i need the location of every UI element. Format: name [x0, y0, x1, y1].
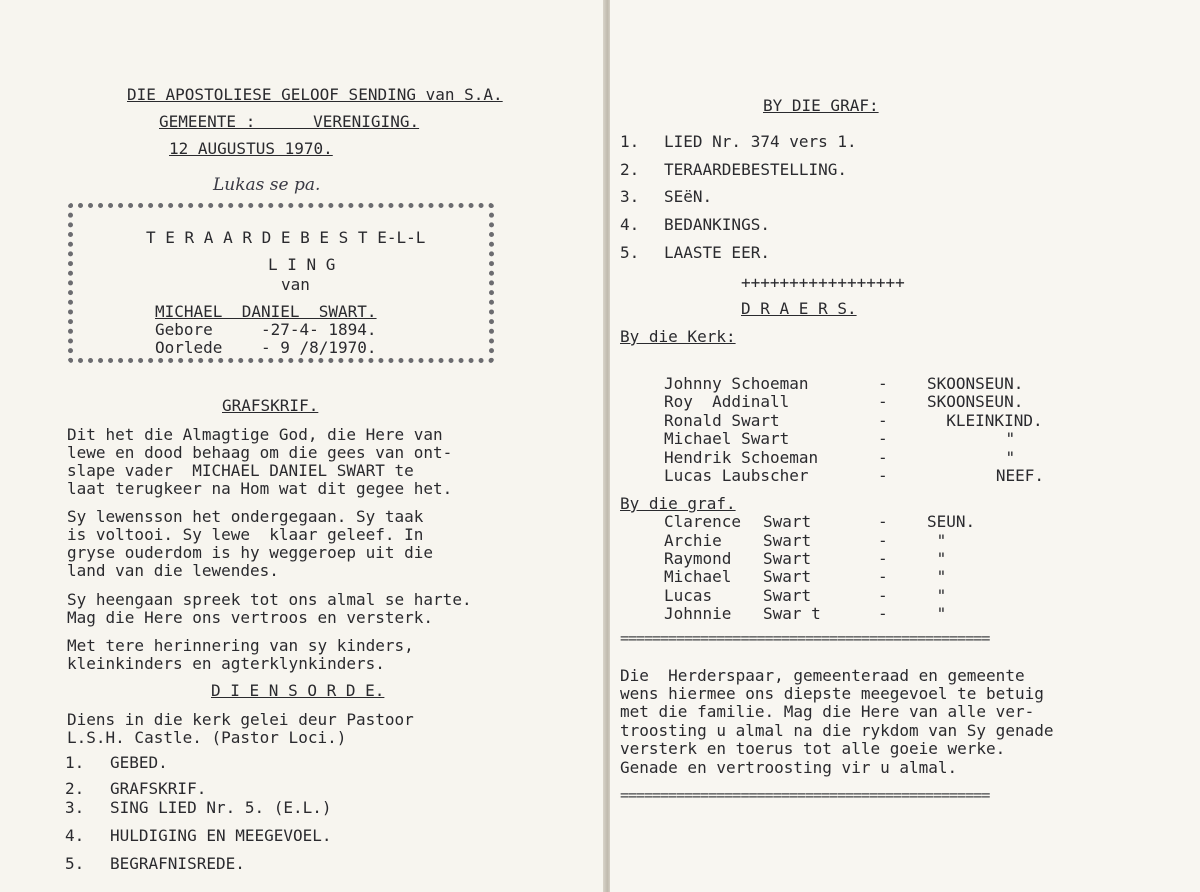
bearer-name: Ronald Swart [664, 411, 780, 430]
bearer-name: Michael Swart [664, 429, 790, 448]
bearer-relation: SKOONSEUN. [927, 392, 1024, 411]
grafskrif-p4-line1: Met tere herinnering van sy kinders, [67, 636, 414, 655]
bearer-relation: KLEINKIND. [927, 411, 1043, 430]
grafskrif-p1-line1: Dit het die Almagtige God, die Here van [67, 425, 443, 444]
grafskrif-heading: GRAFSKRIF. [222, 396, 319, 415]
diensorde-item-number: 5. [65, 854, 85, 873]
bearer-last-name: Swart [763, 549, 812, 568]
graf-heading: BY DIE GRAF: [763, 96, 879, 115]
bearer-last-name: Swart [763, 567, 812, 586]
death-date: Oorlede - 9 /8/1970. [155, 338, 377, 357]
congregation-line: GEMEENTE : VERENIGING. [159, 112, 420, 131]
bearer-last-name: Swar t [763, 604, 821, 623]
diensorde-item-text: SING LIED Nr. 5. (E.L.) [110, 798, 332, 817]
grafskrif-p3-line2: Mag die Here ons vertroos en versterk. [67, 608, 434, 627]
diensorde-item-number: 2. [65, 779, 85, 798]
bearer-dash: - [878, 429, 888, 448]
graf-bearers-heading: By die graf. [620, 494, 736, 513]
grafskrif-p1-line2: lewe en dood behaag om die gees van ont- [67, 443, 453, 462]
diensorde-item-text: GRAFSKRIF. [110, 779, 207, 798]
diensorde-item-number: 3. [65, 798, 85, 817]
equals-separator: ============================================== [620, 786, 990, 804]
bearer-relation: " [927, 567, 947, 586]
bearer-dash: - [878, 512, 888, 531]
bearer-first-name: Johnnie [664, 604, 732, 623]
graf-item-text: BEDANKINGS. [664, 215, 770, 234]
graf-item-number: 3. [620, 187, 640, 206]
grafskrif-p1-line3: slape vader MICHAEL DANIEL SWART te [67, 461, 414, 480]
equals-separator: ============================================== [620, 629, 990, 647]
bearer-dash: - [878, 448, 888, 467]
box-title-line2: L I N G [268, 255, 336, 274]
draers-heading: D R A E R S. [741, 299, 857, 318]
diensorde-item-text: GEBED. [110, 753, 168, 772]
closing-line-4: troosting u almal na die rykdom van Sy genade [620, 721, 1054, 740]
church-name: DIE APOSTOLIESE GELOOF SENDING van S.A. [127, 85, 503, 104]
bearer-relation: " [927, 604, 947, 623]
bearer-relation: " [927, 586, 947, 605]
graf-item-text: SEëN. [664, 187, 713, 206]
diensorde-intro-line1: Diens in die kerk gelei deur Pastoor [67, 710, 414, 729]
graf-item-text: TERAARDEBESTELLING. [664, 160, 848, 179]
bearer-first-name: Michael [664, 567, 732, 586]
bearer-last-name: Swart [763, 586, 812, 605]
graf-item-number: 5. [620, 243, 640, 262]
graf-item-text: LIED Nr. 374 vers 1. [664, 132, 857, 151]
box-van: van [281, 275, 310, 294]
kerk-bearers-heading: By die Kerk: [620, 327, 736, 346]
bearer-dash: - [878, 392, 888, 411]
bearer-dash: - [878, 586, 888, 605]
bearer-name: Roy Addinall [664, 392, 790, 411]
bearer-first-name: Lucas [664, 586, 713, 605]
handwritten-note: Lukas se pa. [213, 175, 321, 195]
graf-item-number: 2. [620, 160, 640, 179]
diensorde-heading: D I E N S O R D E. [211, 681, 385, 700]
bearer-dash: - [878, 531, 888, 550]
graf-item-number: 4. [620, 215, 640, 234]
bearer-relation: " [927, 549, 947, 568]
graf-item-text: LAASTE EER. [664, 243, 770, 262]
plus-separator: +++++++++++++++++ [741, 273, 905, 292]
grafskrif-p2-line4: land van die lewendes. [67, 561, 279, 580]
diensorde-intro-line2: L.S.H. Castle. (Pastor Loci.) [67, 728, 347, 747]
date-line: 12 AUGUSTUS 1970. [169, 139, 333, 158]
grafskrif-p2-line3: gryse ouderdom is hy weggeroep uit die [67, 543, 434, 562]
graf-item-number: 1. [620, 132, 640, 151]
bearer-dash: - [878, 567, 888, 586]
bearer-dash: - [878, 604, 888, 623]
birth-date: Gebore -27-4- 1894. [155, 320, 377, 339]
bearer-dash: - [878, 549, 888, 568]
bearer-relation: " [927, 531, 947, 550]
right-page [610, 0, 1200, 892]
diensorde-item-text: BEGRAFNISREDE. [110, 854, 245, 873]
bearer-relation: SEUN. [927, 512, 976, 531]
bearer-dash: - [878, 411, 888, 430]
bearer-relation: NEEF. [967, 466, 1045, 485]
bearer-last-name: Swart [763, 531, 812, 550]
bearer-relation: " [967, 429, 1016, 448]
bearer-last-name: Swart [763, 512, 812, 531]
diensorde-item-number: 1. [65, 753, 85, 772]
bearer-dash: - [878, 374, 888, 393]
closing-line-3: met die familie. Mag die Here van alle ver- [620, 702, 1035, 721]
box-title-line1: T E R A A R D E B E S T E-L-L [146, 228, 426, 247]
bearer-name: Johnny Schoeman [664, 374, 809, 393]
bearer-relation: " [967, 448, 1016, 467]
closing-line-1: Die Herderspaar, gemeenteraad en gemeente [620, 666, 1025, 685]
grafskrif-p3-line1: Sy heengaan spreek tot ons almal se harte. [67, 590, 472, 609]
bearer-first-name: Archie [664, 531, 722, 550]
grafskrif-p1-line4: laat terugkeer na Hom wat dit gegee het. [67, 479, 453, 498]
closing-line-5: versterk en toerus tot alle goeie werke. [620, 739, 1006, 758]
diensorde-item-text: HULDIGING EN MEEGEVOEL. [110, 826, 332, 845]
bearer-relation: SKOONSEUN. [927, 374, 1024, 393]
bearer-name: Hendrik Schoeman [664, 448, 819, 467]
diensorde-item-number: 4. [65, 826, 85, 845]
bearer-dash: - [878, 466, 888, 485]
grafskrif-p2-line1: Sy lewensson het ondergegaan. Sy taak [67, 507, 424, 526]
grafskrif-p2-line2: is voltooi. Sy lewe klaar geleef. In [67, 525, 424, 544]
closing-line-6: Genade en vertroosting vir u almal. [620, 758, 958, 777]
closing-line-2: wens hiermee ons diepste meegevoel te betuig [620, 684, 1044, 703]
bearer-first-name: Raymond [664, 549, 732, 568]
bearer-first-name: Clarence [664, 512, 742, 531]
bearer-name: Lucas Laubscher [664, 466, 809, 485]
deceased-name: MICHAEL DANIEL SWART. [155, 302, 377, 321]
grafskrif-p4-line2: kleinkinders en agterklynkinders. [67, 654, 385, 673]
